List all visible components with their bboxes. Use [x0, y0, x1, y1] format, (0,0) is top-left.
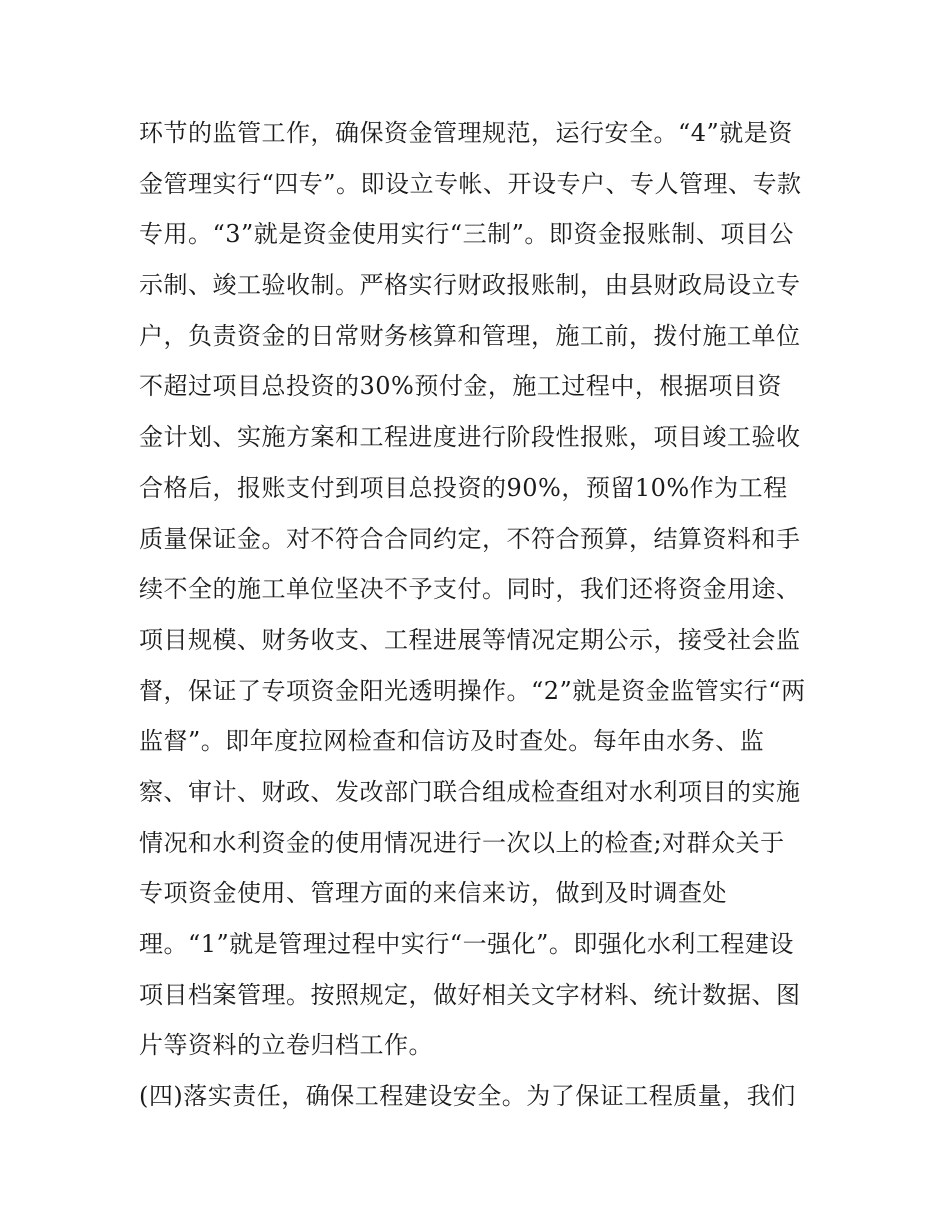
text-line: 质量保证金。对不符合合同约定，不符合预算，结算资料和手 — [139, 524, 801, 553]
text-line: 理。“1”就是管理过程中实行“一强化”。即强化水利工程建设 — [139, 930, 794, 958]
section-heading-line: (四)落实责任，确保工程建设安全。为了保证工程质量，我们 — [139, 1082, 796, 1111]
text-line: 督，保证了专项资金阳光透明操作。“2”就是资金监管实行“两 — [139, 676, 806, 705]
text-line: 续不全的施工单位坚决不予支付。同时，我们还将资金用途、 — [139, 575, 801, 604]
text-line: 项目档案管理。按照规定，做好相关文字材料、统计数据、图 — [139, 980, 801, 1009]
text-line: 情况和水利资金的使用情况进行一次以上的检查;对群众关于 — [139, 828, 785, 857]
text-line: 不超过项目总投资的30%预付金，施工过程中，根据项目资 — [139, 372, 782, 401]
text-line: 金管理实行“四专”。即设立专帐、开设专户、专人管理、专款 — [139, 169, 802, 198]
body-text — [139, 108, 829, 1122]
text-line: 察、审计、财政、发改部门联合组成检查组对水利项目的实施 — [139, 777, 801, 806]
text-line: 示制、竣工验收制。严格实行财政报账制，由县财政局设立专 — [139, 271, 801, 300]
text-line: 专项资金使用、管理方面的来信来访，做到及时调查处 — [139, 879, 727, 908]
text-line: 金计划、实施方案和工程进度进行阶段性报账，项目竣工验收 — [139, 423, 801, 452]
text-line: 环节的监管工作，确保资金管理规范，运行安全。“4”就是资 — [139, 119, 793, 147]
text-line: 户，负责资金的日常财务核算和管理，施工前，拨付施工单位 — [139, 321, 801, 350]
text-line: 监督”。即年度拉网检查和信访及时查处。每年由水务、监 — [139, 727, 765, 756]
text-line: 专用。“3”就是资金使用实行“三制”。即资金报账制、项目公 — [139, 220, 794, 249]
text-line: 合格后，报账支付到项目总投资的90%，预留10%作为工程 — [139, 473, 788, 502]
text-line: 项目规模、财务收支、工程进展等情况定期公示，接受社会监 — [139, 625, 801, 654]
text-line: 片等资料的立卷归档工作。 — [139, 1031, 433, 1060]
